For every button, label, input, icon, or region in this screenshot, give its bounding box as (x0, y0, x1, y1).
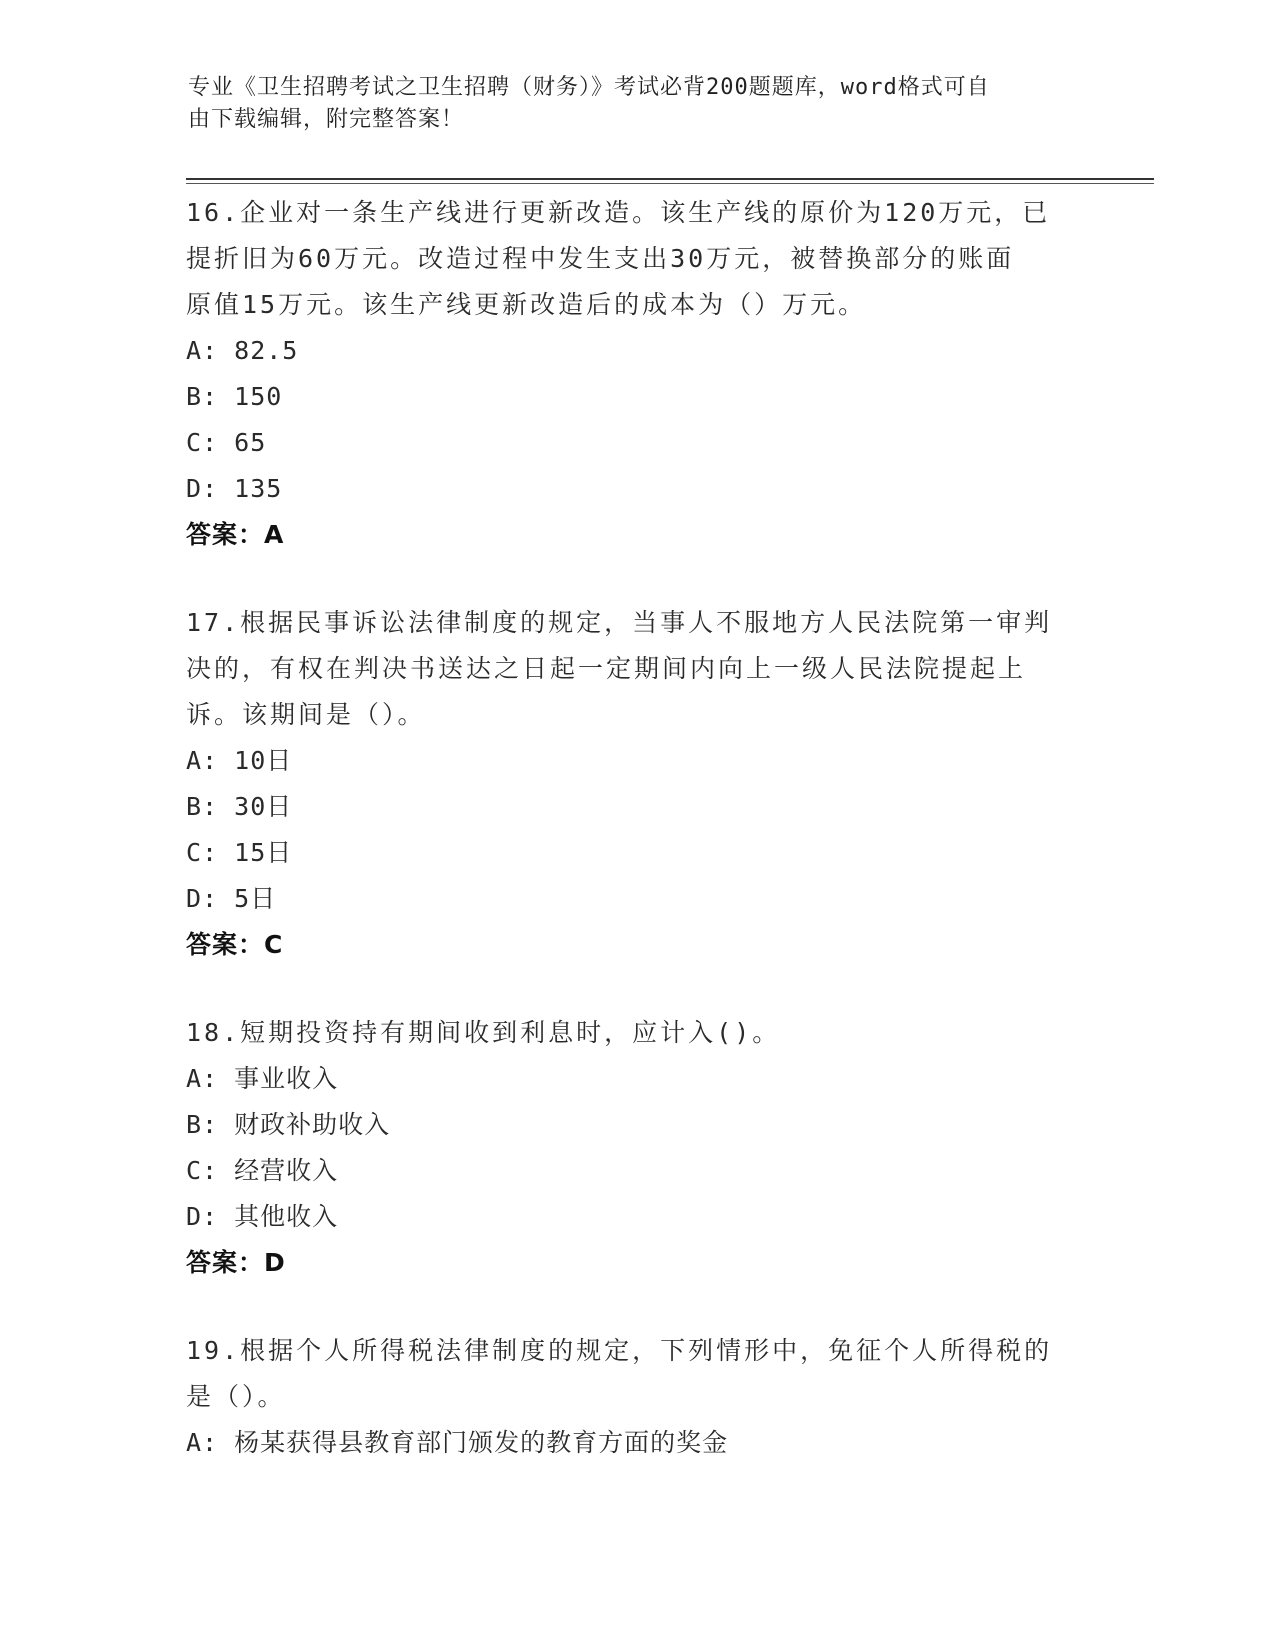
question-stem-line: 19.根据个人所得税法律制度的规定，下列情形中，免征个人所得税的 (186, 1336, 1053, 1365)
option-b: B: 财政补助收入 (186, 1110, 391, 1139)
question-17 (186, 600, 1076, 968)
question-list (186, 190, 1076, 1466)
header-divider-thick (186, 178, 1154, 180)
question-18 (186, 1010, 1076, 1286)
header-divider-thin (186, 183, 1154, 184)
question-stem-line: 提折旧为60万元。改造过程中发生支出30万元，被替换部分的账面 (186, 244, 1015, 273)
header-line-1: 专业《卫生招聘考试之卫生招聘（财务）》考试必背200题题库，word格式可自 (188, 75, 990, 100)
option-d: D: 5日 (186, 884, 277, 913)
option-a: A: 事业收入 (186, 1064, 339, 1093)
question-stem-line: 决的，有权在判决书送达之日起一定期间内向上一级人民法院提起上 (186, 654, 1027, 683)
option-c: C: 经营收入 (186, 1156, 339, 1185)
option-d: D: 其他收入 (186, 1202, 339, 1231)
question-stem-line: 18.短期投资持有期间收到利息时，应计入()。 (186, 1018, 781, 1047)
question-spacer (186, 1286, 1076, 1328)
answer-label: 答案：D (186, 1248, 286, 1277)
question-spacer (186, 558, 1076, 600)
question-stem-line: 诉。该期间是（）。 (186, 700, 426, 729)
question-19 (186, 1328, 1076, 1466)
option-b: B: 30日 (186, 792, 293, 821)
question-stem-line: 原值15万元。该生产线更新改造后的成本为（）万元。 (186, 290, 867, 319)
question-stem-line: 是（）。 (186, 1382, 286, 1411)
answer-label: 答案：C (186, 930, 284, 959)
option-b: B: 150 (186, 382, 283, 411)
option-d: D: 135 (186, 474, 283, 503)
option-a: A: 10日 (186, 746, 293, 775)
answer-label: 答案：A (186, 520, 285, 549)
option-a: A: 82.5 (186, 336, 299, 365)
document-header (188, 72, 1068, 136)
option-c: C: 15日 (186, 838, 293, 867)
question-spacer (186, 968, 1076, 1010)
question-stem-line: 16.企业对一条生产线进行更新改造。该生产线的原价为120万元，已 (186, 198, 1051, 227)
option-a: A: 杨某获得县教育部门颁发的教育方面的奖金 (186, 1428, 729, 1457)
question-stem-line: 17.根据民事诉讼法律制度的规定，当事人不服地方人民法院第一审判 (186, 608, 1053, 637)
header-line-2: 由下载编辑，附完整答案！ (188, 107, 465, 132)
option-c: C: 65 (186, 428, 267, 457)
question-16 (186, 190, 1076, 558)
